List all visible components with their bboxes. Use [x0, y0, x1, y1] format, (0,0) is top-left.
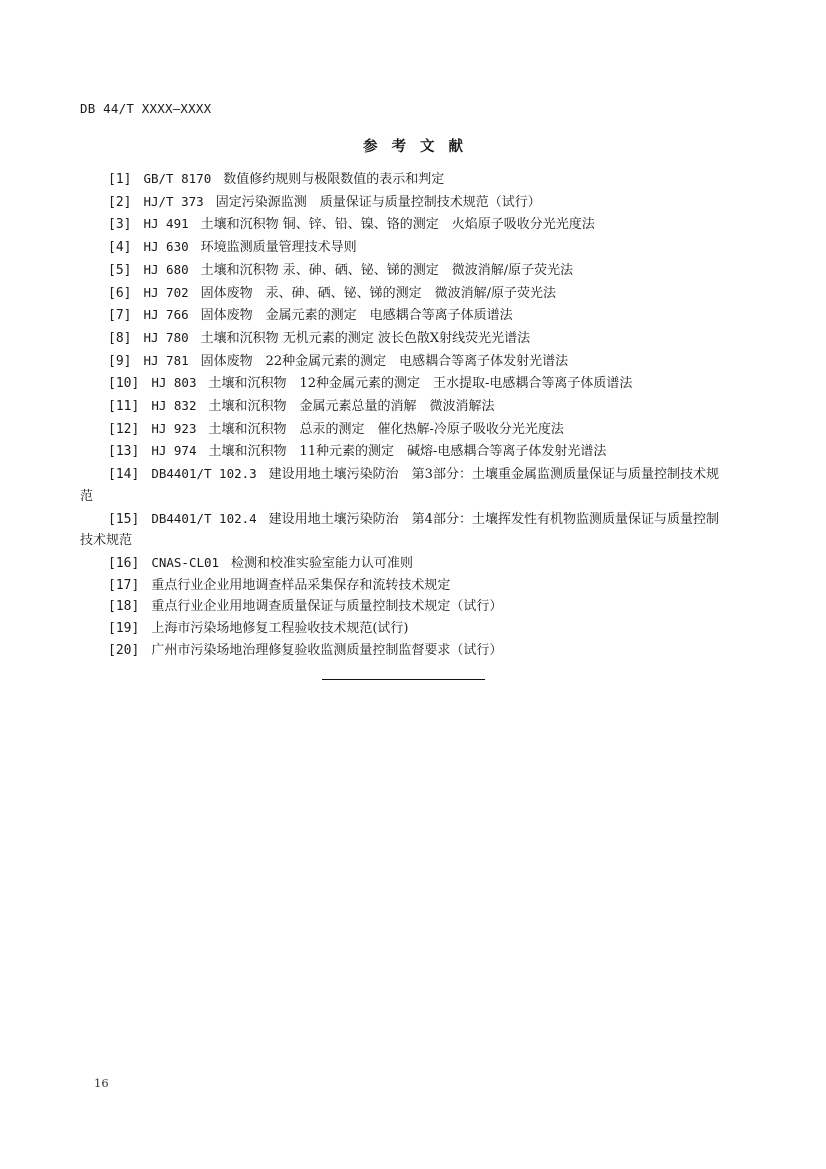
reference-item [80, 191, 730, 214]
reference-title: 固体废物 金属元素的测定 电感耦合等离子体质谱法 [200, 308, 513, 324]
reference-code: GB/T 8170 [143, 171, 212, 186]
reference-number: [6] [108, 285, 132, 301]
reference-item [80, 259, 730, 282]
reference-item [80, 618, 730, 640]
reference-title: 环境监测质量管理技术导则 [200, 240, 357, 256]
reference-item [80, 640, 730, 662]
reference-code: HJ 630 [143, 239, 189, 255]
reference-code: DB4401/T 102.3 [151, 466, 257, 482]
reference-item [80, 168, 730, 191]
reference-code: CNAS-CL01 [151, 554, 220, 570]
reference-title: 土壤和沉积物 无机元素的测定 波长色散X射线荧光光谱法 [200, 330, 531, 346]
reference-code: HJ 974 [151, 443, 197, 459]
reference-item [80, 395, 730, 418]
reference-item [80, 372, 730, 395]
reference-item [80, 327, 730, 350]
reference-item [80, 552, 730, 575]
reference-code: HJ/T 373 [143, 193, 204, 209]
reference-title: 重点行业企业用地调查质量保证与质量控制技术规定（试行） [151, 599, 503, 615]
reference-code: HJ 803 [151, 375, 197, 391]
reference-code: DB4401/T 102.4 [151, 510, 257, 526]
reference-title: 土壤和沉积物 铜、锌、铅、镍、铬的测定 火焰原子吸收分光光度法 [200, 217, 595, 233]
reference-number: [8] [108, 330, 132, 346]
reference-title: 固定污染源监测 质量保证与质量控制技术规范（试行） [215, 194, 541, 210]
reference-title: 建设用地土壤污染防治 第3部分：土壤重金属监测质量保证与质量控制技术规范 [80, 467, 719, 504]
document-code: DB 44/T XXXX—XXXX [80, 101, 212, 116]
reference-number: [7] [108, 308, 132, 324]
reference-number: [14] [108, 467, 140, 483]
reference-number: [16] [108, 555, 140, 571]
reference-title: 重点行业企业用地调查样品采集保存和流转技术规定 [151, 577, 451, 593]
reference-title: 检测和校准实验室能力认可准则 [231, 555, 414, 571]
reference-code: HJ 923 [151, 420, 197, 436]
reference-item [80, 463, 730, 507]
reference-item [80, 418, 730, 441]
reference-code: HJ 832 [151, 398, 197, 414]
reference-item [80, 350, 730, 373]
reference-list [80, 168, 730, 661]
reference-number: [3] [108, 217, 132, 233]
page-number: 16 [94, 1076, 109, 1090]
reference-title: 上海市污染场地修复工程验收技术规范(试行) [151, 621, 409, 637]
reference-number: [18] [108, 599, 140, 615]
reference-item [80, 213, 730, 236]
reference-number: [10] [108, 376, 140, 392]
reference-number: [12] [108, 421, 140, 437]
reference-code: HJ 780 [143, 329, 189, 345]
reference-number: [19] [108, 621, 140, 637]
reference-title: 土壤和沉积物 12种金属元素的测定 王水提取-电感耦合等离子体质谱法 [208, 376, 633, 392]
reference-number: [11] [108, 399, 140, 415]
reference-item [80, 596, 730, 618]
reference-title: 土壤和沉积物 11种元素的测定 碱熔-电感耦合等离子体发射光谱法 [208, 444, 607, 460]
reference-title: 土壤和沉积物 总汞的测定 催化热解-冷原子吸收分光光度法 [208, 421, 564, 437]
reference-code: HJ 491 [143, 216, 189, 232]
reference-number: [4] [108, 240, 132, 256]
reference-number: [20] [108, 642, 140, 658]
reference-title: 广州市污染场地治理修复验收监测质量控制监督要求（试行） [151, 642, 503, 658]
reference-title: 土壤和沉积物 金属元素总量的消解 微波消解法 [208, 399, 495, 415]
reference-item [80, 282, 730, 305]
reference-number: [17] [108, 577, 140, 593]
reference-code: HJ 781 [143, 352, 189, 368]
reference-title: 土壤和沉积物 汞、砷、硒、铋、锑的测定 微波消解/原子荧光法 [200, 262, 574, 278]
reference-code: HJ 766 [143, 307, 189, 323]
reference-code: HJ 702 [143, 284, 189, 300]
reference-title: 数值修约规则与极限数值的表示和判定 [223, 172, 445, 187]
reference-title: 固体废物 汞、砷、硒、铋、锑的测定 微波消解/原子荧光法 [200, 285, 557, 301]
reference-title: 建设用地土壤污染防治 第4部分：土壤挥发性有机物监测质量保证与质量控制技术规范 [80, 511, 719, 549]
reference-item [80, 236, 730, 259]
reference-number: [1] [108, 172, 132, 187]
reference-number: [9] [108, 353, 132, 369]
end-of-document-rule [322, 679, 485, 680]
reference-number: [2] [108, 194, 132, 210]
reference-item [80, 440, 730, 463]
reference-number: [13] [108, 444, 140, 460]
section-title: 参考文献 [363, 139, 477, 155]
reference-item [80, 575, 730, 597]
reference-item [80, 508, 730, 552]
reference-number: [15] [108, 511, 140, 527]
reference-item [80, 304, 730, 327]
reference-number: [5] [108, 262, 132, 278]
reference-title: 固体废物 22种金属元素的测定 电感耦合等离子体发射光谱法 [200, 353, 569, 369]
reference-code: HJ 680 [143, 261, 189, 277]
